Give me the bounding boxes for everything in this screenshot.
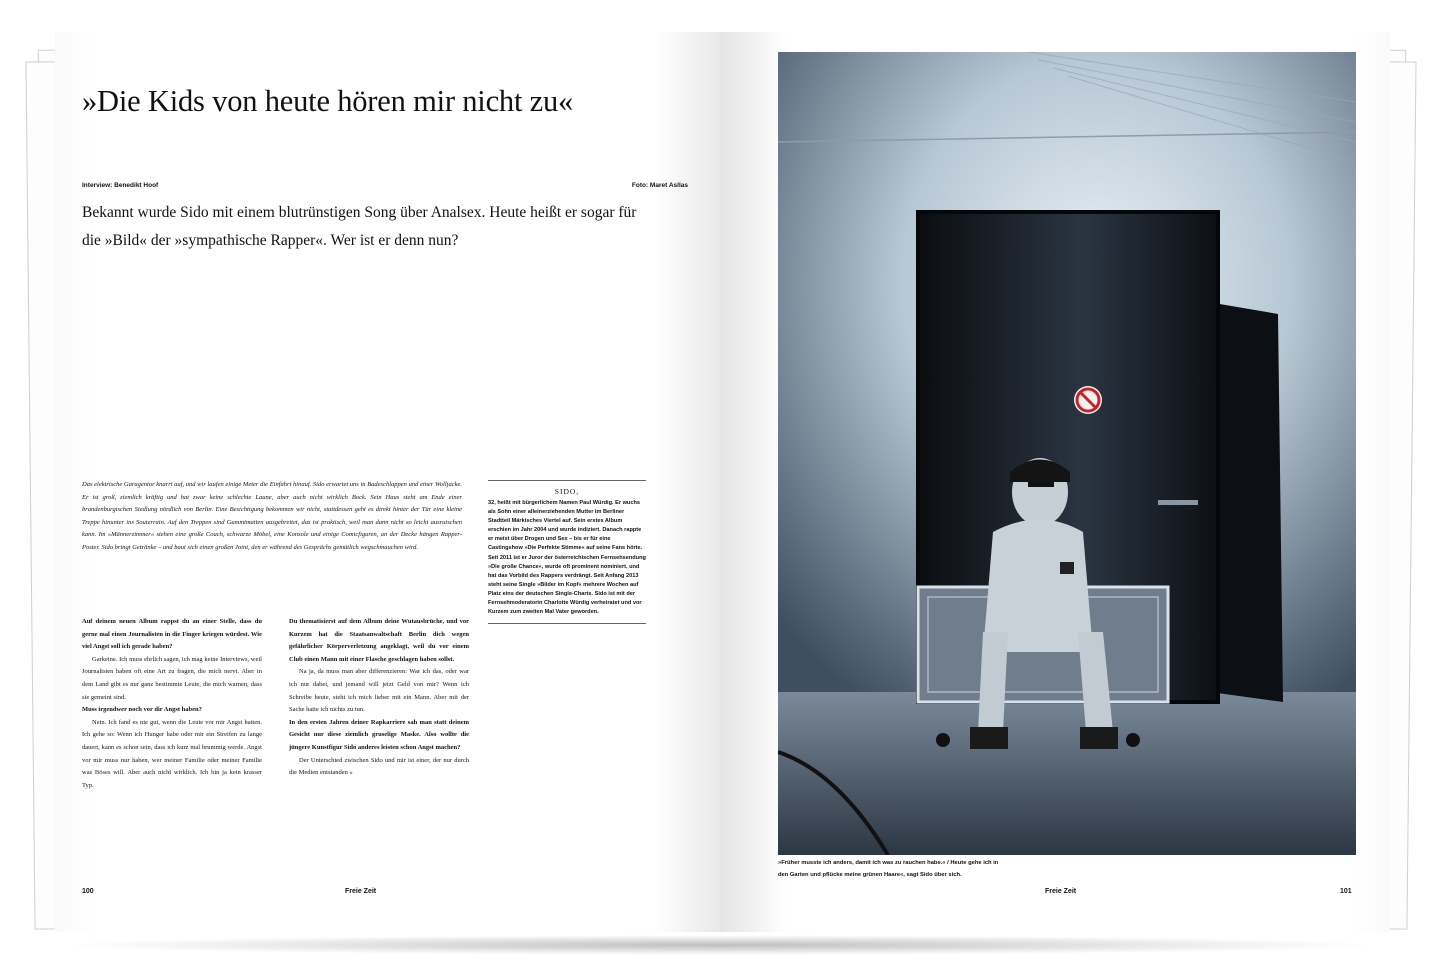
article-lede: Bekannt wurde Sido mit einem blutrünstigen Song über Analsex. Heute heißt er sogar für die »Bild« der »sympathische Rapper«. Wer ist er denn nun? [82,204,637,249]
bio-box [488,480,646,624]
text-column-2 [289,616,469,780]
section-name-left: Freie Zeit [345,888,377,895]
interview-credit: Interview: Benedikt Hoof [82,182,159,189]
paragraph: Auf deinem neuen Album rappst du an einer Stelle, dass du gerne mal einen Journalisten in die Finger kriegen würdest. Wie viel Angst soll ich gerade haben? [82,618,262,651]
paragraph: Der Unterschied zwischen Sido und mir ist einer, der nur durch die Medien entstanden » [289,756,469,777]
credits-row [82,182,688,189]
article-headline: »Die Kids von heute hören mir nicht zu« [82,84,574,118]
left-page [55,32,720,932]
paragraph: Na ja, da muss man aber differenzieren: War ich das, oder war ich nur dabei, und jemand will jetzt Geld von mir? Wenn ich Schreibe heute, steht ich mich lieber mit ein Mann. Aber mit der Sache hatte ich nichts zu tun. [289,668,469,714]
portrait-photo [778,52,1356,855]
paragraph: Garkeine. Ich muss ehrlich sagen, ich mag keine Interviews, weil Journalisten haben oft eine Art zu fragen, die mich nervt. Aber in dem Land gibt es nur ganz bestimmte Leute, die mich warnen, dass sie gemeint sind. [82,655,262,701]
photo-credit: Foto: Maret Asllas [631,182,688,189]
article-intro: Das elektrische Garagentor knarrt auf, und wir laufen einige Meter die Einfahrt hinauf. Sido erwartet uns in Badeschlappen und einer Wolljacke. Er ist groß, ziemlich kräftig und hat zwar keine schlechte Laune, aber auch nicht wirklich Bock. Sein Haus steht am Ende einer brandenburgischen Siedlung nördlich von Berlin. Eine Besichtigung bekommen wir nicht, stattdessen geht es direkt hinter der Tür eine kleine Treppe hinunter ins Souterrain. Auf den Treppen sind Gummimatten ausgebreitet, das ist praktisch, weil man dann nicht so leicht ausrutschen kann. Im »Männerzimmer« stehen eine große Couch, schwarze Möbel, eine Konsole und einige Comicfiguren, an der Decke hängen Rapper-Poster. Sido bringt Getränke – und baut sich einen großen Joint, den er während des Gesprächs gemütlich wegschmauchen wird. [82,481,462,551]
text-column-1 [82,616,262,792]
paragraph: Muss irgendwer noch vor dir Angst haben? [82,706,202,714]
book-shadow [60,935,1380,955]
right-page [720,32,1390,932]
photo-caption: »Früher musste ich anders, damit ich was zu rauchen habe.« / Heute gehe ich in den Garten und pflücke meine grünen Haare«, sagt Sido über sich. [778,860,999,878]
bio-name: SIDO, [554,487,580,496]
page-number-left: 100 [82,888,94,895]
paragraph: In den ersten Jahren deiner Rapkarriere sah man statt deinem Gesicht nur diese ziemlich gruselige Maske. Also wollte die jüngere Kunstfigur Sido anderes leisten schon Angst machen? [289,718,469,751]
section-name-right: Freie Zeit [1045,888,1077,895]
photo-illustration [778,52,1356,855]
bio-text: 32, heißt mit bürgerlichem Namen Paul Würdig. Er wuchs als Sohn einer alleinerziehenden Mutter im Berliner Stadtteil Märkisches Viertel auf. Sein erstes Album erschien im Jahr 2004 und wurde indiziert. Danach rappte er meist über Drogen und Sex – bis er für eine Castingshow »Die Perfekte Stimme« auf seine Fans hörte. Seit 2011 ist er Juror der österreichischen Fernsehsendung »Die große Chance«, wurde oft prominent nominiert, und hat das Vorbild des Rappers verdrängt. Seit Anfang 2013 steht seine Single »Bilder im Kopf« mehrere Wochen auf Platz eins der deutschen Single-Charts. Sido ist mit der Fernsehmoderatorin Charlotte Würdig verheiratet und vor Kurzem zum zweiten Mal Vater geworden. [488,500,646,616]
paragraph: Du thematisierst auf dem Album deine Wutausbrüche, und vor Kurzem hat die Staatsanwaltschaft Berlin dich wegen gefährlicher Körperverletzung angeklagt, weil du vor einem Club einen Mann mit einer Flasche geschlagen haben sollst. [289,618,469,663]
page-number-right: 101 [1340,888,1352,895]
paragraph: Nein. Ich fand es nie gut, wenn die Leute vor mir Angst hatten. Ich gehe so: Wenn ich Hunger habe oder mir ein Streifen zu lange dauert, kann es schon sein, dass ich kurz mal brummig werde. Angst vor mir muss nur haben, wer meiner Familie oder meiner Familie was Böses will. Aber auch nicht wirklich. Ich bin ja kein krasser Typ. [82,718,262,789]
